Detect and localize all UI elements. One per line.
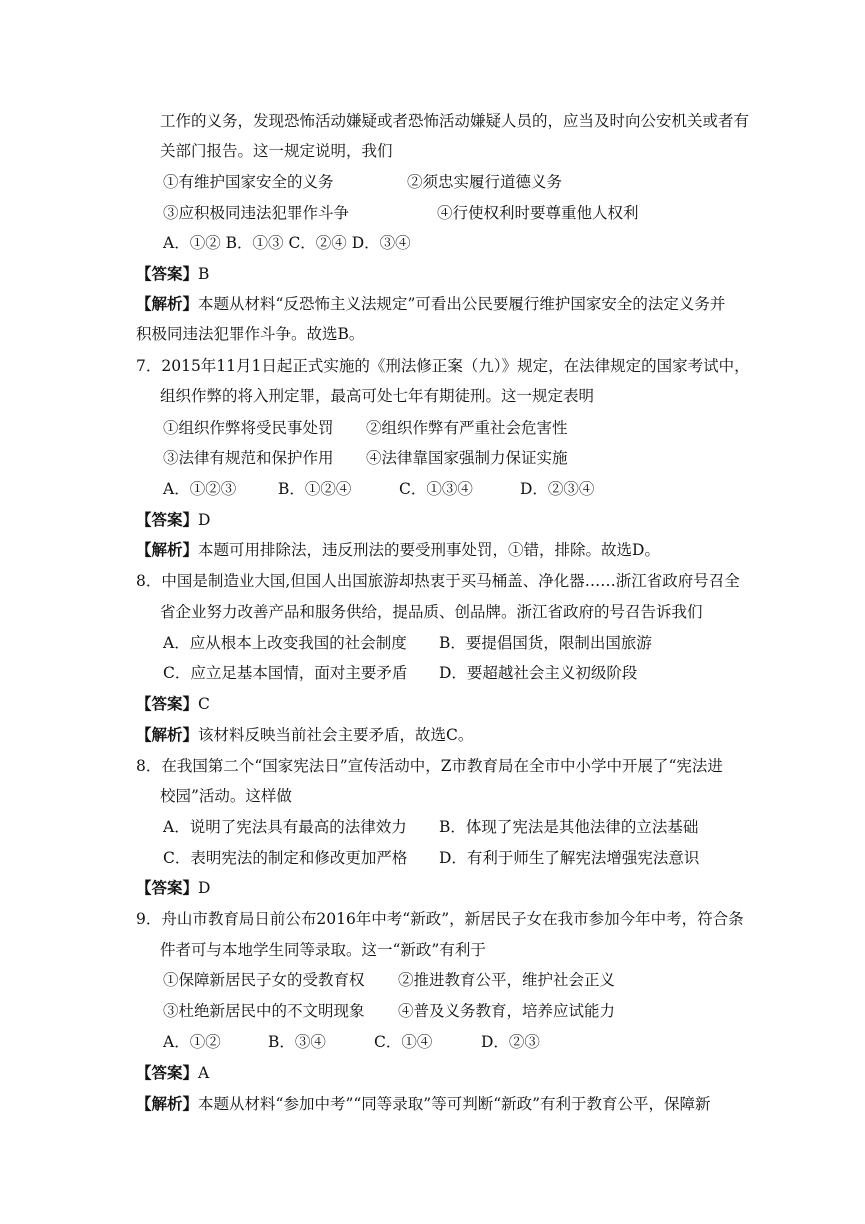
q8a-answer [136, 694, 210, 714]
answer-tag: 【答案】 [136, 878, 199, 897]
q9-option-1: ①保障新居民子女的受教育权 [163, 971, 365, 989]
answer-tag: 【答案】 [136, 264, 199, 283]
q8a-choice-a: A．应从根本上改变我国的社会制度 [163, 634, 407, 652]
q7-option-4: ④法律靠国家强制力保证实施 [366, 449, 568, 467]
q6-option-4: ④行使权利时要尊重他人权利 [437, 204, 639, 222]
q9-choice-b: B．③④ [268, 1033, 326, 1051]
q9-choice-a: A．①② [163, 1033, 221, 1051]
q9-explanation [136, 1094, 711, 1114]
q9-option-3: ③杜绝新居民中的不文明现象 [163, 1002, 365, 1020]
q8b-choice-c: C．表明宪法的制定和修改更加严格 [163, 849, 408, 867]
explanation-tag: 【解析】 [136, 540, 199, 559]
answer-tag: 【答案】 [136, 1063, 199, 1082]
q7-choice-b: B．①②④ [278, 480, 352, 498]
explanation-tag: 【解析】 [136, 294, 199, 313]
q7-choice-a: A．①②③ [163, 480, 237, 498]
q8a-explanation [136, 725, 473, 745]
q8b-stem-line-1: 8．在我国第二个“国家宪法日”宣传活动中，Z市教育局在全市中小学中开展了“宪法进 [136, 757, 723, 775]
q7-option-3: ③法律有规范和保护作用 [163, 449, 334, 467]
q6-options-row-1 [163, 172, 562, 192]
explanation-text: 本题从材料“反恐怖主义法规定”可看出公民要履行维护国家安全的法定义务并 [198, 295, 726, 313]
explanation-tag: 【解析】 [136, 725, 199, 744]
answer-tag: 【答案】 [136, 694, 199, 713]
q9-choice-c: C．①④ [374, 1033, 433, 1051]
answer-value: D [198, 511, 211, 529]
q8b-choices-row-1 [163, 817, 698, 837]
q7-choice-c: C．①③④ [399, 480, 473, 498]
q9-option-4: ④普及义务教育，培养应试能力 [398, 1002, 616, 1020]
q8b-answer [136, 878, 210, 898]
q9-option-2: ②推进教育公平，维护社会正义 [398, 971, 616, 989]
q7-option-1: ①组织作弊将受民事处罚 [163, 419, 334, 437]
answer-tag: 【答案】 [136, 510, 199, 529]
answer-value: A [198, 1064, 210, 1082]
q9-options-row-1 [163, 970, 615, 990]
answer-value: C [198, 695, 210, 713]
q6-option-3: ③应积极同违法犯罪作斗争 [163, 204, 350, 222]
q7-option-2: ②组织作弊有严重社会危害性 [366, 419, 568, 437]
answer-value: D [198, 879, 211, 897]
explanation-text: 该材料反映当前社会主要矛盾，故选C。 [198, 726, 474, 744]
explanation-text: 本题从材料“参加中考”“同等录取”等可判断“新政”有利于教育公平，保障新 [198, 1095, 711, 1113]
q6-explanation [136, 294, 725, 314]
q7-stem-line-2: 组织作弊的将入刑定罪，最高可处七年有期徒刑。这一规定表明 [160, 387, 595, 405]
q9-stem-line-1: 9．舟山市教育局日前公布2016年中考“新政”，新居民子女在我市参加今年中考，符合条 [136, 910, 744, 928]
q6-explanation-line-2: 积极同违法犯罪作斗争。故选B。 [136, 325, 365, 343]
q8a-choices-row-2 [163, 663, 637, 683]
q7-stem-line-1: 7．2015年11月1日起正式实施的《刑法修正案（九）》规定，在法律规定的国家考试中， [136, 357, 750, 375]
q6-answer [136, 264, 209, 284]
q8b-choice-d: D．有利于师生了解宪法增强宪法意识 [439, 849, 700, 867]
q8a-choices-row-1 [163, 633, 652, 653]
q8b-choice-a: A．说明了宪法具有最高的法律效力 [163, 818, 407, 836]
q9-options-row-2 [163, 1001, 615, 1021]
q7-choice-d: D．②③④ [520, 480, 595, 498]
q6-stem-line-1: 工作的义务，发现恐怖活动嫌疑或者恐怖活动嫌疑人员的，应当及时向公安机关或者有 [160, 112, 750, 130]
q8b-choices-row-2 [163, 848, 699, 868]
q7-explanation [136, 540, 660, 560]
q9-answer [136, 1063, 209, 1083]
explanation-text: 本题可用排除法，违反刑法的要受刑事处罚，①错，排除。故选D。 [198, 541, 660, 559]
q9-choice-d: D．②③ [481, 1033, 540, 1051]
q6-option-2: ②须忠实履行道德义务 [407, 173, 563, 191]
q8a-stem-line-1: 8．中国是制造业大国,但国人出国旅游却热衷于买马桶盖、净化器……浙江省政府号召全 [136, 572, 740, 590]
q7-choices [163, 479, 594, 499]
q7-answer [136, 510, 210, 530]
q7-options-row-1 [163, 418, 568, 438]
q6-stem-line-2: 关部门报告。这一规定说明，我们 [160, 142, 393, 160]
explanation-tag: 【解析】 [136, 1094, 199, 1113]
q6-options-row-2 [163, 203, 639, 223]
q7-options-row-2 [163, 448, 568, 468]
q6-option-1: ①有维护国家安全的义务 [163, 173, 334, 191]
answer-value: B [198, 265, 210, 283]
q9-stem-line-2: 件者可与本地学生同等录取。这一“新政”有利于 [160, 941, 486, 959]
q8a-choice-c: C．应立足基本国情，面对主要矛盾 [163, 664, 408, 682]
q6-choices: A．①② B．①③ C．②④ D．③④ [163, 234, 411, 252]
q9-choices [163, 1032, 540, 1052]
q8a-choice-d: D．要超越社会主义初级阶段 [439, 664, 638, 682]
q8a-choice-b: B．要提倡国货，限制出国旅游 [439, 634, 652, 652]
q8a-stem-line-2: 省企业努力改善产品和服务供给，提品质、创品牌。浙江省政府的号召告诉我们 [160, 603, 703, 621]
q8b-stem-line-2: 校园”活动。这样做 [160, 787, 292, 805]
q8b-choice-b: B．体现了宪法是其他法律的立法基础 [439, 818, 699, 836]
